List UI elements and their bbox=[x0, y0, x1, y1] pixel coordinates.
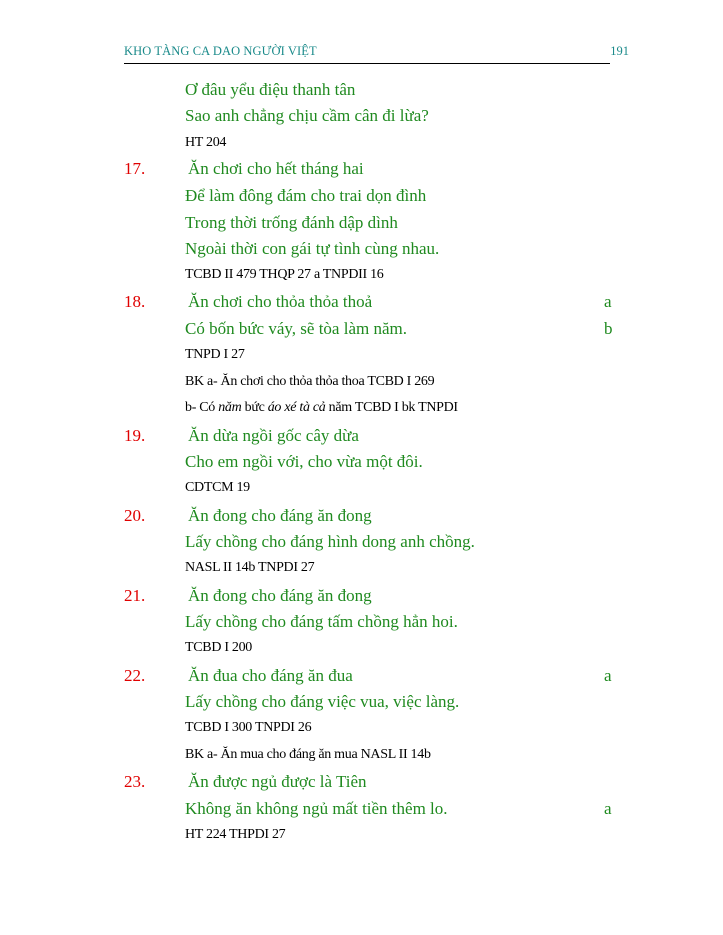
source-text: HT 224 THPDI 27 bbox=[185, 827, 286, 842]
source-text: TCBD I 300 TNPDI 26 bbox=[185, 720, 312, 735]
verse-text: Để làm đông đám cho trai dọn đình bbox=[185, 186, 427, 205]
verse-line bbox=[0, 426, 723, 450]
verse-text: Không ăn không ngủ mất tiền thêm lo. bbox=[185, 799, 448, 818]
source-text: NASL II 14b TNPDI 27 bbox=[185, 560, 315, 575]
verse-text: Trong thời trống đánh dập dình bbox=[185, 213, 398, 232]
verse-text: Lấy chồng cho đáng việc vua, việc làng. bbox=[185, 692, 460, 711]
variant-mark: b bbox=[604, 319, 613, 338]
verse-line bbox=[0, 159, 723, 183]
entry-number: 22. bbox=[124, 666, 146, 685]
verse-line bbox=[0, 799, 723, 823]
source-line bbox=[0, 480, 723, 504]
verse-line bbox=[0, 213, 723, 237]
verse-line bbox=[0, 186, 723, 210]
verse-text: Ăn đua cho đáng ăn đua bbox=[188, 666, 353, 685]
source-fragment: áo xé tà cả bbox=[267, 400, 326, 415]
entry-number: 23. bbox=[124, 772, 146, 791]
verse-text: Ơ đâu yểu điệu thanh tân bbox=[185, 80, 356, 99]
verse-text: Ăn đong cho đáng ăn đong bbox=[188, 586, 372, 605]
verse-line bbox=[0, 106, 723, 130]
variant-mark: a bbox=[604, 799, 612, 818]
entry-number: 21. bbox=[124, 586, 146, 605]
entry-number: 19. bbox=[124, 426, 146, 445]
source-text: BK a- Ăn chơi cho thỏa thỏa thoa TCBD I 269 bbox=[185, 374, 435, 389]
source-line bbox=[0, 347, 723, 371]
header-rule bbox=[124, 63, 610, 64]
source-line bbox=[0, 640, 723, 664]
verse-text: Ăn chơi cho thỏa thỏa thoả bbox=[188, 292, 373, 311]
verse-text: Ngoài thời con gái tự tình cùng nhau. bbox=[185, 239, 440, 258]
source-text: TCBD I 200 bbox=[185, 640, 253, 655]
verse-text: Ăn được ngủ được là Tiên bbox=[188, 772, 367, 791]
source-line bbox=[0, 560, 723, 584]
verse-line bbox=[0, 532, 723, 556]
verse-text: Lấy chồng cho đáng hình dong anh chồng. bbox=[185, 532, 475, 551]
verse-text: Cho em ngồi với, cho vừa một đôi. bbox=[185, 452, 423, 471]
verse-text: Sao anh chẳng chịu cầm cân đi lừa? bbox=[185, 106, 429, 125]
source-line bbox=[0, 374, 723, 398]
verse-line bbox=[0, 452, 723, 476]
source-line bbox=[0, 400, 723, 424]
source-fragment: bức bbox=[241, 400, 268, 415]
source-text bbox=[185, 400, 458, 416]
page-number: 191 bbox=[610, 44, 629, 58]
verse-line bbox=[0, 80, 723, 104]
entry-number: 17. bbox=[124, 159, 146, 178]
source-text: TCBD II 479 THQP 27 a TNPDII 16 bbox=[185, 267, 384, 282]
source-text: HT 204 bbox=[185, 135, 227, 150]
entry-number: 18. bbox=[124, 292, 146, 311]
verse-line bbox=[0, 319, 723, 343]
verse-line bbox=[0, 292, 723, 316]
verse-line bbox=[0, 692, 723, 716]
verse-text: Lấy chồng cho đáng tấm chồng hẳn hoi. bbox=[185, 612, 458, 631]
verse-line bbox=[0, 586, 723, 610]
source-text: BK a- Ăn mua cho đáng ăn mua NASL II 14b bbox=[185, 747, 431, 762]
source-line bbox=[0, 827, 723, 851]
entry-number: 20. bbox=[124, 506, 146, 525]
verse-line bbox=[0, 239, 723, 263]
verse-line bbox=[0, 666, 723, 690]
verse-text: Ăn chơi cho hết tháng hai bbox=[188, 159, 364, 178]
source-line bbox=[0, 747, 723, 771]
book-title: KHO TÀNG CA DAO NGƯỜI VIỆT bbox=[124, 44, 317, 58]
verse-line bbox=[0, 506, 723, 530]
source-fragment: năm TCBD I bk TNPDI bbox=[325, 400, 458, 415]
verse-line bbox=[0, 612, 723, 636]
variant-mark: a bbox=[604, 292, 612, 311]
source-text: CDTCM 19 bbox=[185, 480, 250, 495]
source-fragment: năm bbox=[218, 400, 242, 415]
verse-text: Ăn dừa ngồi gốc cây dừa bbox=[188, 426, 359, 445]
source-text: TNPD I 27 bbox=[185, 347, 245, 362]
verse-text: Có bốn bức váy, sẽ tòa làm năm. bbox=[185, 319, 407, 338]
verse-text: Ăn đong cho đáng ăn đong bbox=[188, 506, 372, 525]
source-fragment: b- Có bbox=[185, 400, 219, 415]
variant-mark: a bbox=[604, 666, 612, 685]
source-line bbox=[0, 135, 723, 159]
source-line bbox=[0, 267, 723, 291]
source-line bbox=[0, 720, 723, 744]
verse-line bbox=[0, 772, 723, 796]
